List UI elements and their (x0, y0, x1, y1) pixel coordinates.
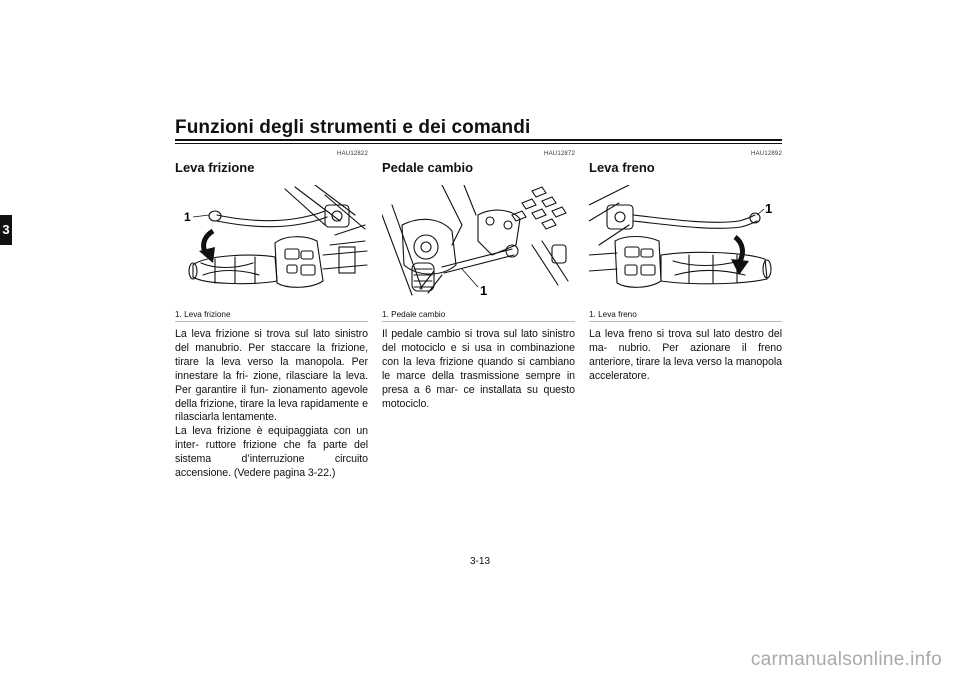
figure-callout: 1 (184, 210, 191, 224)
watermark: carmanualsonline.info (750, 649, 942, 670)
body-paragraph: Il pedale cambio si trova sul lato sinistro del motociclo e si usa in combinazione con la leva frizione quando si cambiano le marce della trasmissione sempre in presa a 6 mar- ce installata su questo motociclo. (382, 328, 575, 410)
section-title: Leva freno (589, 160, 655, 175)
figure-shift-pedal (382, 185, 575, 303)
section-ref-code: HAU12892 (751, 151, 782, 157)
section-ref-code: HAU12822 (337, 151, 368, 157)
page-number: 3-13 (469, 556, 490, 567)
section-brake-lever (589, 150, 782, 384)
body-paragraph: La leva frizione è equipaggiata con un inter- ruttore frizione che fa parte del sistema d’interruzione circuito accensione. (Vedere pagina 3-22.) (175, 425, 368, 480)
curved-arrow-icon (731, 237, 749, 275)
shift-pedal-illustration (382, 185, 575, 303)
clutch-lever-illustration (175, 185, 368, 303)
figure-callout: 1 (765, 201, 773, 216)
page-header-title: Funzioni degli strumenti e dei comandi (175, 117, 531, 138)
body-paragraph: La leva freno si trova sul lato destro del ma- nubrio. Per azionare il freno anteriore, tirare la leva verso la manopola acceleratore. (589, 328, 782, 382)
curved-arrow-icon (199, 231, 215, 263)
figure-caption: 1. Pedale cambio (382, 310, 446, 319)
figure-caption: 1. Leva frizione (175, 310, 231, 319)
figure-callout: 1 (480, 283, 488, 298)
figure-caption: 1. Leva freno (589, 310, 637, 319)
caption-rule (382, 321, 575, 322)
section-title: Pedale cambio (382, 160, 474, 175)
section-clutch-lever (175, 150, 368, 481)
section-body (175, 328, 368, 481)
section-shift-pedal (382, 150, 575, 411)
section-ref-code: HAU12872 (544, 151, 575, 157)
section-body (589, 328, 782, 384)
header-rule-thin (175, 143, 782, 144)
brake-lever-illustration (589, 185, 782, 303)
section-title: Leva frizione (175, 160, 255, 175)
caption-rule (175, 321, 368, 322)
section-body (382, 328, 575, 411)
chapter-tab-number: 3 (2, 222, 10, 237)
figure-brake-lever (589, 185, 782, 303)
header-rule (175, 139, 782, 141)
body-paragraph: La leva frizione si trova sul lato sinistro del manubrio. Per staccare la frizione, tirare la leva verso la manopola. Per innestare la fri- zione, rilasciare la leva. Per garantire il fun- zionamento agevole della frizione, tirare la leva rapidamente e rilasciarla lentamente. (175, 328, 368, 424)
figure-clutch-lever (175, 185, 368, 303)
caption-rule (589, 321, 782, 322)
